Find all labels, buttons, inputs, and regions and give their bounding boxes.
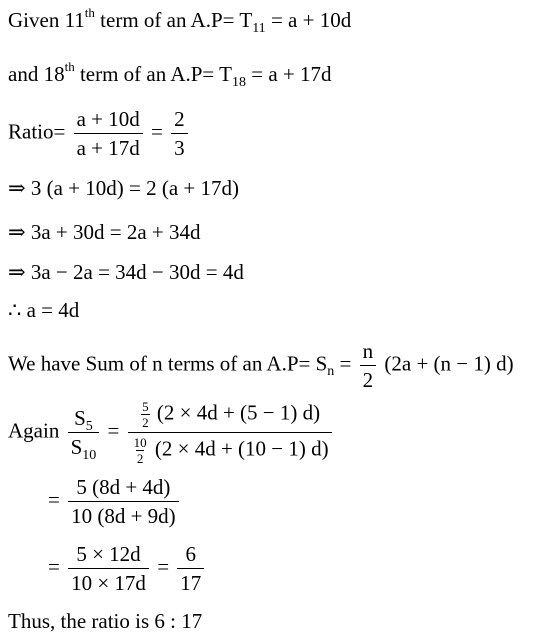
equals-sign: = [107,418,120,443]
simplify-line-1 [48,476,182,527]
small-fraction [141,400,150,429]
superscript: th [84,5,95,20]
text: term of an A.P= T [74,62,232,86]
fraction-numerator: 5 × 12d [76,542,141,566]
simplify-line-2 [48,543,207,594]
equals-sign: = [48,487,60,512]
fraction-numerator: 6 [185,542,197,566]
step-line-2: ⇒ 3a + 30d = 2a + 34d [8,220,201,244]
fraction-denominator [128,432,332,465]
text: (2 × 4d + (10 − 1) d) [149,436,329,461]
result-fraction [177,543,204,594]
step-line-1: ⇒ 3 (a + 10d) = 2 (a + 17d) [8,176,239,200]
fraction-denominator [68,432,100,463]
fraction-denominator: 10 × 17d [68,568,149,594]
expanded-fraction [128,400,332,465]
s5-over-s10-fraction [68,405,100,463]
ratio-line [8,108,191,159]
fraction-numerator [71,407,96,432]
fraction-numerator [136,400,323,432]
text: (2 × 4d + (5 − 1) d) [151,400,321,425]
fraction-numerator: a + 10d [76,107,140,131]
text: S [70,435,83,459]
fraction-numerator: n [362,339,374,363]
text: = a + 17d [245,62,332,86]
subscript: 5 [85,418,93,434]
given-11th-term-line [8,5,352,36]
fraction-denominator: 2 [136,451,144,466]
therefore-line: ∴ a = 4d [8,298,80,322]
equals-sign: = [157,554,170,579]
fraction-denominator: 3 [171,133,188,159]
fraction-numerator: 5 [142,399,149,414]
text: and 18 [8,62,65,86]
ratio-value-fraction [171,108,188,159]
n-over-2-fraction [360,340,377,391]
text: = a + 10d [265,8,352,32]
text: S [74,405,86,430]
given-18th-term-line [8,59,332,90]
fraction-numerator: 5 (8d + 4d) [76,475,171,499]
step-line-3: ⇒ 3a − 2a = 34d − 30d = 4d [8,260,244,284]
text: (2a + (n − 1) d) [379,351,514,376]
subscript: 18 [231,75,246,90]
subscript: 11 [252,21,266,36]
fraction-numerator: 2 [174,107,185,131]
text: We have Sum of n terms of an A.P= S [8,351,328,376]
text: Given 11 [8,8,85,32]
small-fraction [133,436,148,465]
fraction-numerator: 10 [133,435,147,450]
equals-sign: = [151,119,163,144]
subscript: n [327,364,335,380]
equals-sign: = [48,554,60,579]
again-label: Again [8,418,60,443]
fraction-denominator: 2 [360,365,377,391]
text: term of an A.P= T [94,8,253,32]
again-line [8,400,335,465]
sum-formula-line [8,340,514,391]
subscript: 10 [82,448,97,463]
ratio-label: Ratio= [8,119,66,144]
equals-sign: = [334,351,352,376]
superscript: th [64,59,75,74]
fraction [68,476,179,527]
fraction [68,543,149,594]
fraction-denominator: a + 17d [74,133,143,159]
ratio-fraction [74,108,143,159]
conclusion-line: Thus, the ratio is 6 : 17 [8,609,203,633]
fraction-denominator: 2 [142,415,149,430]
fraction-denominator: 10 (8d + 9d) [68,501,179,527]
fraction-denominator: 17 [177,568,204,594]
